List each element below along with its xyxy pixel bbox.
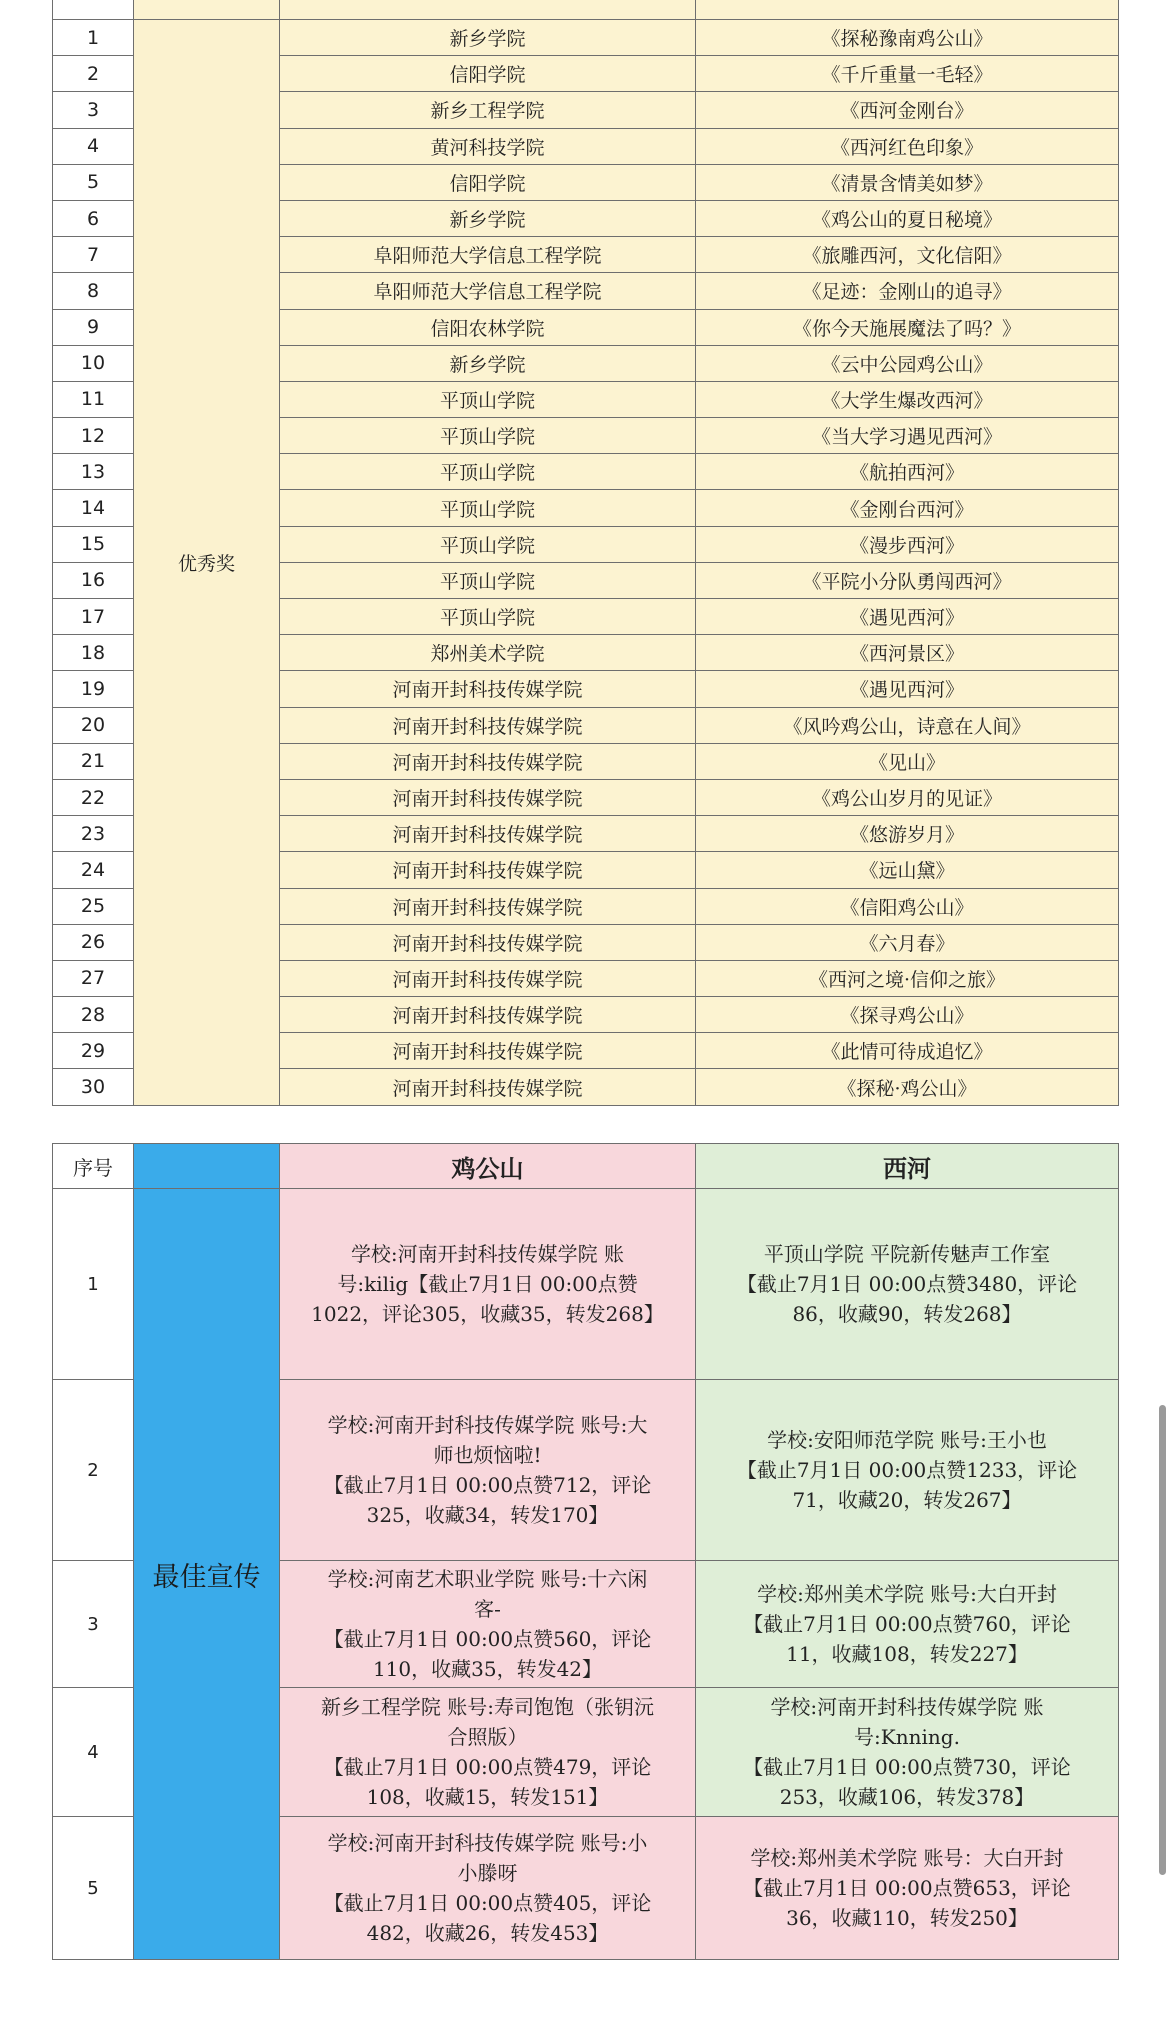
- entry-line: 【截止7月1日 00:00点赞760，评论: [743, 1612, 1071, 1636]
- school-name: 河南开封科技传媒学院: [280, 1069, 696, 1105]
- work-title: 《西河红色印象》: [696, 128, 1119, 164]
- best-promotion-header-row: [53, 1144, 1119, 1189]
- work-title: 《鸡公山的夏日秘境》: [696, 200, 1119, 236]
- row-index: 18: [53, 635, 134, 671]
- entry-line: 11，收藏108，转发227】: [786, 1642, 1028, 1666]
- row-index: 6: [53, 200, 134, 236]
- entry-line: 学校:河南开封科技传媒学院 账号:小: [327, 1831, 648, 1855]
- work-title: 《遇见西河》: [696, 599, 1119, 635]
- work-title: 《漫步西河》: [696, 526, 1119, 562]
- work-title: 《探秘豫南鸡公山》: [696, 20, 1119, 56]
- work-title: 《六月春》: [696, 924, 1119, 960]
- entry-line: 253，收藏106，转发378】: [779, 1785, 1035, 1809]
- xihe-entry: [696, 1380, 1119, 1561]
- row-index: 2: [53, 56, 134, 92]
- entry-line: 【截止7月1日 00:00点赞712，评论: [323, 1473, 652, 1497]
- row-index: 30: [53, 1069, 134, 1105]
- row-index: 22: [53, 779, 134, 815]
- work-title: 《清景含情美如梦》: [696, 164, 1119, 200]
- entry-line: 71，收藏20，转发267】: [792, 1488, 1022, 1512]
- work-title: 《远山黛》: [696, 852, 1119, 888]
- school-name: 河南开封科技传媒学院: [280, 888, 696, 924]
- vertical-scrollbar[interactable]: [1159, 1405, 1166, 1875]
- row-index: 23: [53, 816, 134, 852]
- row-index: 4: [53, 128, 134, 164]
- work-title: 《见山》: [696, 743, 1119, 779]
- entry-line: 师也烦恼啦!: [433, 1443, 542, 1467]
- entry-line: 合照版）: [447, 1725, 528, 1749]
- entry-line: 客-: [474, 1597, 501, 1621]
- school-name: 郑州美术学院: [280, 635, 696, 671]
- school-name: 河南开封科技传媒学院: [280, 671, 696, 707]
- school-name: 阜阳师范大学信息工程学院: [280, 273, 696, 309]
- entry-line: 【截止7月1日 00:00点赞730，评论: [743, 1755, 1071, 1779]
- school-name: 河南开封科技传媒学院: [280, 779, 696, 815]
- row-index: 5: [53, 164, 134, 200]
- row-index: 25: [53, 888, 134, 924]
- row-index: 10: [53, 345, 134, 381]
- entry-line: 36，收藏110，转发250】: [786, 1906, 1028, 1930]
- entry-line: 1022，评论305，收藏35，转发268】: [311, 1302, 664, 1326]
- work-title: 《西河金刚台》: [696, 92, 1119, 128]
- excellent-award-table: [52, 0, 1119, 1106]
- row-index: 4: [53, 1688, 134, 1817]
- work-title: 《足迹：金刚山的追寻》: [696, 273, 1119, 309]
- row-index: 11: [53, 381, 134, 417]
- xihe-entry: [696, 1817, 1119, 1960]
- row-index: 21: [53, 743, 134, 779]
- school-name: 河南开封科技传媒学院: [280, 707, 696, 743]
- work-title: 《鸡公山岁月的见证》: [696, 779, 1119, 815]
- row-index: 3: [53, 1561, 134, 1688]
- entry-line: 【截止7月1日 00:00点赞405，评论: [323, 1891, 652, 1915]
- jigongshan-entry: [280, 1688, 696, 1817]
- row-index: 15: [53, 526, 134, 562]
- row-index: 16: [53, 562, 134, 598]
- row-index: 5: [53, 1817, 134, 1960]
- work-title: 《探秘·鸡公山》: [696, 1069, 1119, 1105]
- column-header-award: [134, 1144, 280, 1189]
- column-header-xihe: 西河: [696, 1144, 1119, 1189]
- row-index: 19: [53, 671, 134, 707]
- entry-line: 号:kilig【截止7月1日 00:00点赞: [337, 1272, 638, 1296]
- column-header-index: 序号: [53, 1144, 134, 1189]
- best-promotion-table: [52, 1143, 1119, 1960]
- table-top-row: [53, 0, 1119, 20]
- best-promotion-table-body: [53, 1189, 1119, 1960]
- entry-line: 学校:郑州美术学院 账号:大白开封: [757, 1582, 1057, 1606]
- entry-line: 482，收藏26，转发453】: [366, 1921, 609, 1945]
- row-index: 7: [53, 237, 134, 273]
- work-title: 《风吟鸡公山，诗意在人间》: [696, 707, 1119, 743]
- row-index: 17: [53, 599, 134, 635]
- school-name: 河南开封科技传媒学院: [280, 1033, 696, 1069]
- school-name: 新乡学院: [280, 200, 696, 236]
- row-index: 27: [53, 960, 134, 996]
- entry-line: 【截止7月1日 00:00点赞1233，评论: [736, 1458, 1078, 1482]
- school-name: 河南开封科技传媒学院: [280, 743, 696, 779]
- entry-line: 学校:郑州美术学院 账号：大白开封: [750, 1846, 1064, 1870]
- work-title: 《当大学习遇见西河》: [696, 418, 1119, 454]
- jigongshan-entry: [280, 1189, 696, 1380]
- excellent-award-table-body: [53, 0, 1119, 1105]
- xihe-entry: [696, 1688, 1119, 1817]
- work-title: 《云中公园鸡公山》: [696, 345, 1119, 381]
- school-name: 河南开封科技传媒学院: [280, 960, 696, 996]
- school-name: 新乡学院: [280, 345, 696, 381]
- table-row: [53, 20, 1119, 56]
- school-name: 黄河科技学院: [280, 128, 696, 164]
- school-name: 河南开封科技传媒学院: [280, 816, 696, 852]
- entry-line: 【截止7月1日 00:00点赞3480，评论: [736, 1272, 1078, 1296]
- entry-line: 学校:河南艺术职业学院 账号:十六闲: [327, 1567, 648, 1591]
- work-title: 《西河景区》: [696, 635, 1119, 671]
- row-index: 8: [53, 273, 134, 309]
- jigongshan-entry: [280, 1561, 696, 1688]
- entry-line: 学校:河南开封科技传媒学院 账: [350, 1242, 625, 1266]
- work-title: 《遇见西河》: [696, 671, 1119, 707]
- entry-line: 学校:河南开封科技传媒学院 账号:大: [327, 1413, 648, 1437]
- school-name: 平顶山学院: [280, 526, 696, 562]
- work-title: 《千斤重量一毛轻》: [696, 56, 1119, 92]
- row-index: 26: [53, 924, 134, 960]
- jigongshan-entry: [280, 1380, 696, 1561]
- school-name: 平顶山学院: [280, 418, 696, 454]
- award-label-best-promotion: 最佳宣传: [134, 1189, 280, 1960]
- school-name: 平顶山学院: [280, 599, 696, 635]
- work-title: 《大学生爆改西河》: [696, 381, 1119, 417]
- row-index: 13: [53, 454, 134, 490]
- table-row: [53, 1189, 1119, 1380]
- entry-line: 平顶山学院 平院新传魅声工作室: [763, 1242, 1051, 1266]
- jigongshan-entry: [280, 1817, 696, 1960]
- school-name: 河南开封科技传媒学院: [280, 997, 696, 1033]
- row-index: 9: [53, 309, 134, 345]
- work-title: 《探寻鸡公山》: [696, 997, 1119, 1033]
- row-index: 12: [53, 418, 134, 454]
- entry-line: 学校:安阳师范学院 账号:王小也: [767, 1428, 1047, 1452]
- xihe-entry: [696, 1189, 1119, 1380]
- xihe-entry: [696, 1561, 1119, 1688]
- row-index: 1: [53, 20, 134, 56]
- entry-line: 110，收藏35，转发42】: [372, 1657, 603, 1681]
- school-name: 阜阳师范大学信息工程学院: [280, 237, 696, 273]
- row-index: 3: [53, 92, 134, 128]
- row-index: 29: [53, 1033, 134, 1069]
- entry-line: 【截止7月1日 00:00点赞653，评论: [743, 1876, 1071, 1900]
- school-name: 信阳学院: [280, 164, 696, 200]
- award-label-excellent: 优秀奖: [134, 20, 280, 1106]
- school-name: 河南开封科技传媒学院: [280, 852, 696, 888]
- entry-line: 小滕呀: [457, 1861, 518, 1885]
- entry-line: 【截止7月1日 00:00点赞560，评论: [323, 1627, 652, 1651]
- school-name: 新乡学院: [280, 20, 696, 56]
- school-name: 平顶山学院: [280, 454, 696, 490]
- entry-line: 新乡工程学院 账号:寿司饱饱（张钥沅: [320, 1695, 655, 1719]
- work-title: 《悠游岁月》: [696, 816, 1119, 852]
- row-index: 2: [53, 1380, 134, 1561]
- school-name: 信阳学院: [280, 56, 696, 92]
- school-name: 新乡工程学院: [280, 92, 696, 128]
- row-index: 24: [53, 852, 134, 888]
- work-title: 《平院小分队勇闯西河》: [696, 562, 1119, 598]
- work-title: 《信阳鸡公山》: [696, 888, 1119, 924]
- work-title: 《金刚台西河》: [696, 490, 1119, 526]
- work-title: 《旅雕西河，文化信阳》: [696, 237, 1119, 273]
- school-name: 平顶山学院: [280, 562, 696, 598]
- row-index: 14: [53, 490, 134, 526]
- entry-line: 325，收藏34，转发170】: [366, 1503, 609, 1527]
- school-name: 河南开封科技传媒学院: [280, 924, 696, 960]
- work-title: 《你今天施展魔法了吗？》: [696, 309, 1119, 345]
- entry-line: 号:Knning.: [854, 1725, 960, 1749]
- entry-line: 108，收藏15，转发151】: [366, 1785, 609, 1809]
- work-title: 《此情可待成追忆》: [696, 1033, 1119, 1069]
- school-name: 信阳农林学院: [280, 309, 696, 345]
- row-index: 20: [53, 707, 134, 743]
- school-name: 平顶山学院: [280, 381, 696, 417]
- work-title: 《航拍西河》: [696, 454, 1119, 490]
- column-header-jigongshan: 鸡公山: [280, 1144, 696, 1189]
- entry-line: 【截止7月1日 00:00点赞479，评论: [323, 1755, 652, 1779]
- school-name: 平顶山学院: [280, 490, 696, 526]
- row-index: 1: [53, 1189, 134, 1380]
- work-title: 《西河之境·信仰之旅》: [696, 960, 1119, 996]
- row-index: 28: [53, 997, 134, 1033]
- entry-line: 学校:河南开封科技传媒学院 账: [770, 1695, 1044, 1719]
- entry-line: 86，收藏90，转发268】: [792, 1302, 1022, 1326]
